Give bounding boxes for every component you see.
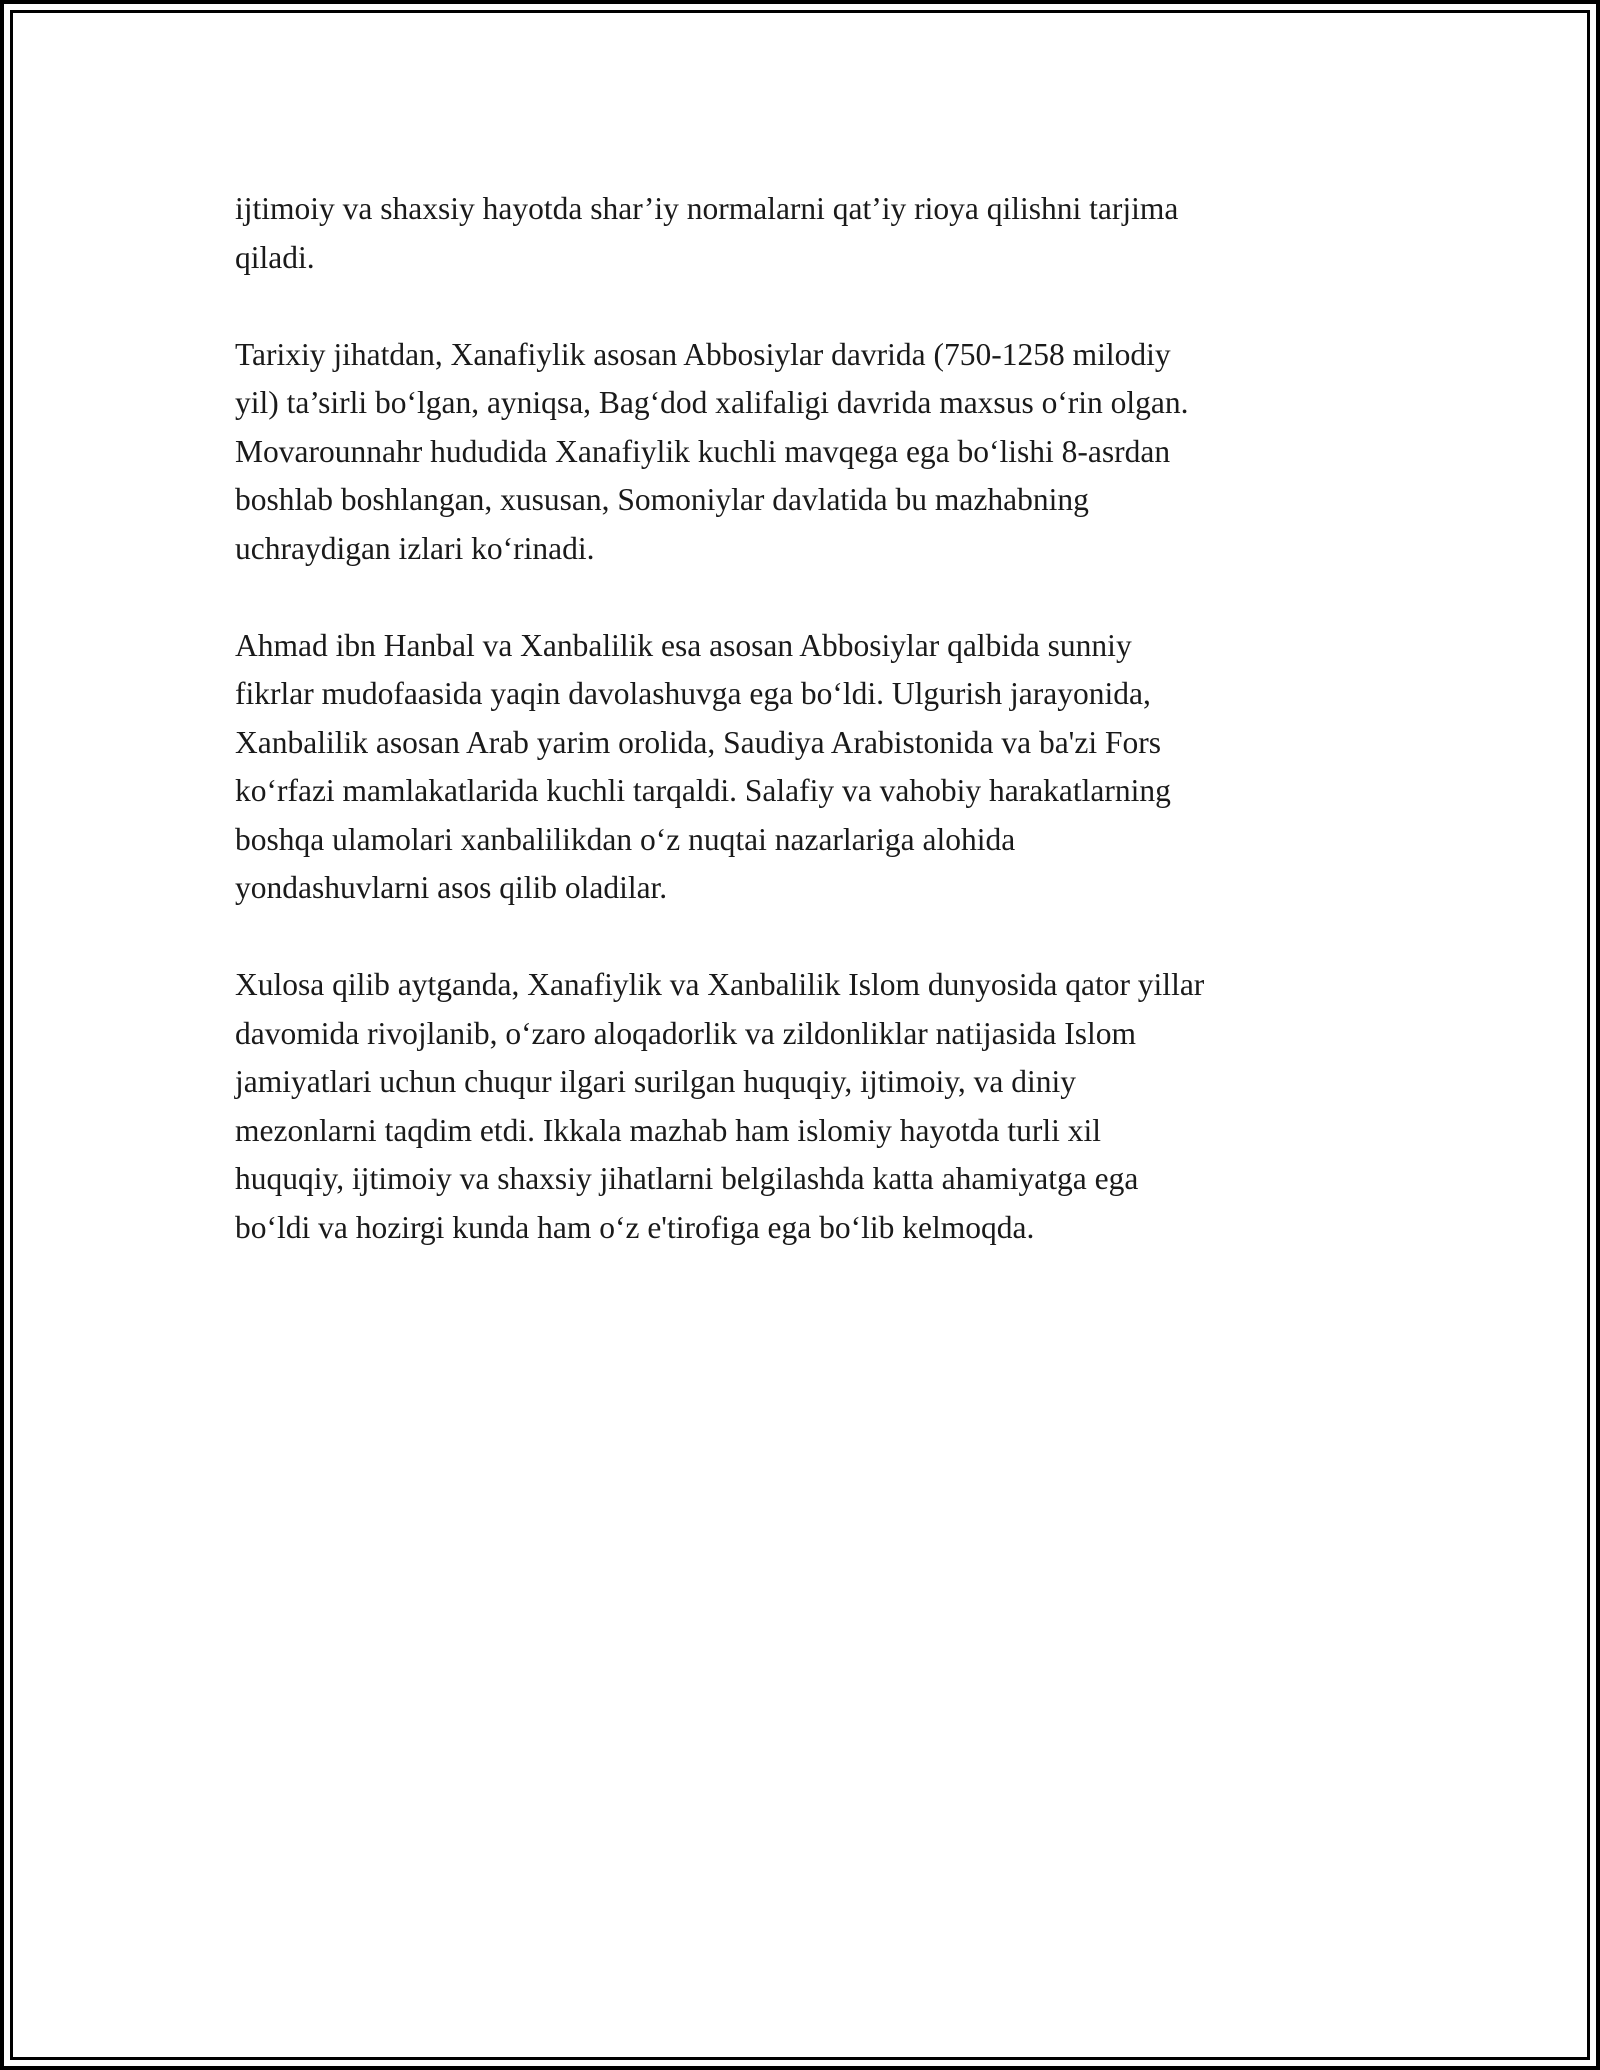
paragraph-history-hanafi: Tarixiy jihatdan, Xanafiylik asosan Abbosiylar davrida (750-1258 milodiy yil) ta’sirli bo‘lgan, ayniqsa, Bag‘dod xalifaligi davrida maxsus o‘rin olgan. Movarounnahr hududida Xanafiylik kuchli mavqega ega bo‘lishi 8-asrdan boshlab boshlangan, xususan, Somoniylar davlatida bu mazhabning uchraydigan izlari ko‘rinadi. — [235, 336, 1189, 566]
paragraph-conclusion: Xulosa qilib aytganda, Xanafiylik va Xanbalilik Islom dunyosida qator yillar davomida rivojlanib, o‘zaro aloqadorlik va zildonliklar natijasida Islom jamiyatlari uchun chuqur ilgari surilgan huquqiy, ijtimoiy, va diniy mezonlarni taqdim etdi. Ikkala mazhab ham islomiy hayotda turli xil huquqiy, ijtimoiy va shaxsiy jihatlarni belgilashda katta ahamiyatga ega bo‘ldi va hozirgi kunda ham o‘z e'tirofiga ega bo‘lib kelmoqda. — [235, 967, 1205, 1245]
paragraph-hanbali: Ahmad ibn Hanbal va Xanbalilik esa asosan Abbosiylar qalbida sunniy fikrlar mudofaasida yaqin davolashuvga ega bo‘ldi. Ulgurish jarayonida, Xanbalilik asosan Arab yarim orolida, Saudiya Arabistonida va ba'zi Fors ko‘rfazi mamlakatlarida kuchli tarqaldi. Salafiy va vahobiy harakatlarning boshqa ulamolari xanbalilikdan o‘z nuqtai nazarlariga alohida yondashuvlarni asos qilib oladilar. — [235, 627, 1171, 905]
document-body — [235, 185, 1385, 1301]
paragraph-continuation: ijtimoiy va shaxsiy hayotda shar’iy normalarni qat’iy rioya qilishni tarjima qiladi. — [235, 191, 1179, 275]
